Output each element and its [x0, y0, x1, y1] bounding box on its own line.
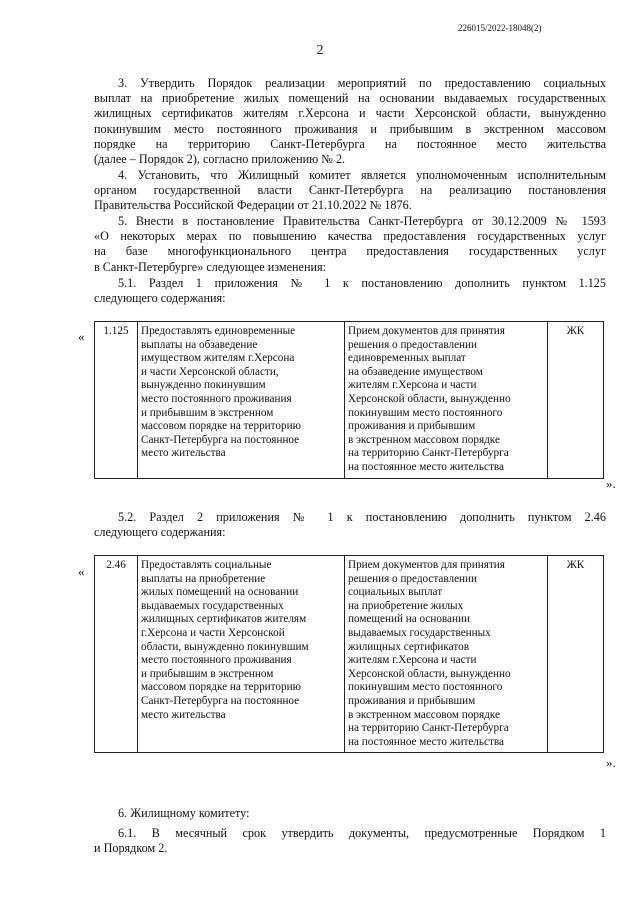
cell-line: решения о предоставлении [348, 572, 478, 585]
cell-line: Прием документов для принятия [348, 325, 505, 337]
cell-line: в экстренном массовом порядке [348, 708, 500, 721]
cell-line: и части Херсонской области, [141, 365, 279, 378]
text-line: 4. Установить, что Жилищный комитет является уполномоченным исполнительным [118, 168, 606, 182]
cell-line: на территорию Санкт-Петербурга [348, 722, 509, 735]
cell-line: Херсонской области, вынужденно [348, 392, 511, 405]
page-number: 2 [316, 43, 324, 58]
insert-table-2 [94, 555, 604, 753]
cell-line: место жительства [141, 447, 226, 460]
item-number: 1.125 [95, 322, 138, 479]
table-row [95, 322, 604, 479]
cell-line: Предоставлять единовременные [141, 325, 296, 337]
cell-line: Санкт-Петербурга на постоянное [141, 694, 300, 707]
text-line: и Порядком 2. [94, 841, 168, 856]
paragraph-5-1 [94, 276, 606, 306]
cell-line: жителям г.Херсона и части [348, 654, 477, 667]
cell-line: выдаваемых государственных [348, 626, 491, 639]
paragraph-5-2 [94, 510, 606, 540]
text-line: 3. Утвердить Порядок реализации мероприятий по предоставлению социальных [118, 76, 606, 90]
cell-line: и прибывшим в экстренном [141, 406, 274, 419]
table-row [95, 556, 604, 753]
quote-open: « [78, 564, 85, 579]
text-line: 6. Жилищному комитету: [118, 806, 250, 820]
text-line: 5.1. Раздел 1 приложения № 1 к постановлению дополнить пунктом 1.125 [118, 276, 606, 290]
cell-line: имуществом жителям г.Херсона [141, 352, 295, 365]
insert-table-1 [94, 321, 604, 479]
cell-line: Предоставлять социальные [141, 559, 272, 571]
cell-line: решения о предоставлении [348, 338, 478, 351]
cell-line: Херсонской области, вынужденно [348, 667, 511, 680]
cell-line: на постоянное место жительства [348, 735, 504, 748]
service-description [138, 322, 345, 479]
cell-line: на территорию Санкт-Петербурга [348, 447, 509, 460]
cell-line: место постоянного проживания [141, 654, 292, 667]
cell-line: выдаваемых государственных [141, 599, 284, 612]
quote-close: ». [606, 755, 616, 770]
quote-close: ». [606, 476, 616, 491]
cell-line: Прием документов для принятия [348, 559, 505, 571]
text-line: 5.2. Раздел 2 приложения № 1 к постановлению дополнить пунктом 2.46 [118, 510, 606, 524]
text-line: 6.1. В месячный срок утвердить документы, предусмотренные Порядком 1 [118, 826, 606, 840]
cell-line: массовом порядке на территорию [141, 681, 301, 694]
action-description [345, 556, 548, 753]
text-line: жилищных сертификатов жителям г.Херсона и части Херсонской области, вынужденно [94, 106, 606, 121]
cell-line: проживания и прибывшим [348, 694, 476, 707]
cell-line: жилых помещений на основании [141, 586, 299, 599]
text-line: (далее – Порядок 2), согласно приложению № 2. [94, 152, 346, 167]
paragraph-6 [94, 806, 606, 821]
cell-line: выплаты на приобретение [141, 572, 266, 585]
cell-line: выплаты на обзаведение [141, 338, 258, 351]
cell-line: и прибывшим в экстренном [141, 667, 274, 680]
text-line: выплат на приобретение жилых помещений на основании выдаваемых государственных [94, 91, 606, 106]
action-description [345, 322, 548, 479]
cell-line: области, вынужденно покинувшим [141, 640, 309, 653]
cell-line: жилищных сертификатов [348, 640, 469, 653]
cell-line: на приобретение жилых [348, 599, 464, 612]
text-line: органом государственной власти Санкт-Петербурга на реализацию постановления [94, 183, 606, 198]
text-line: на базе многофункционального центра предоставления государственных услуг [94, 244, 606, 259]
paragraph-4 [94, 168, 606, 214]
paragraph-6-1 [94, 826, 606, 856]
responsible-body: ЖК [548, 556, 604, 753]
cell-line: покинувшим место постоянного [348, 406, 503, 419]
cell-line: место жительства [141, 708, 226, 721]
cell-line: проживания и прибывшим [348, 420, 476, 433]
cell-line: единовременных выплат [348, 352, 466, 365]
text-line: в Санкт-Петербурге» следующее изменения: [94, 259, 327, 274]
cell-line: место постоянного проживания [141, 392, 292, 405]
cell-line: помещений на основании [348, 613, 470, 626]
text-line: порядке на территорию Санкт-Петербурга на постоянное место жительства [94, 136, 606, 151]
cell-line: покинувшим место постоянного [348, 681, 503, 694]
cell-line: на постоянное место жительства [348, 460, 504, 473]
text-line: «О некоторых мерах по повышению качества предоставления государственных услуг [94, 229, 606, 244]
cell-line: на обзаведение имуществом [348, 365, 483, 378]
quote-open: « [78, 329, 85, 344]
cell-line: вынужденно покинувшим [141, 379, 266, 392]
cell-line: Санкт-Петербурга на постоянное [141, 433, 300, 446]
responsible-body: ЖК [548, 322, 604, 479]
cell-line: жителям г.Херсона и части [348, 379, 477, 392]
text-line: 5. Внести в постановление Правительства Санкт-Петербурга от 30.12.2009 № 1593 [118, 214, 606, 228]
cell-line: социальных выплат [348, 586, 443, 599]
cell-line: в экстренном массовом порядке [348, 433, 500, 446]
text-line: покинувшим место постоянного проживания и прибывшим в экстренном массовом [94, 121, 606, 136]
cell-line: г.Херсона и части Херсонской [141, 626, 285, 639]
text-line: Правительства Российской Федерации от 21.10.2022 № 1876. [94, 198, 412, 213]
service-description [138, 556, 345, 753]
document-id: 226015/2022-18048(2) [458, 23, 542, 33]
text-line: следующего содержания: [94, 525, 226, 540]
text-line: следующего содержания: [94, 291, 226, 306]
cell-line: массовом порядке на территорию [141, 420, 301, 433]
cell-line: жилищных сертификатов жителям [141, 613, 307, 626]
item-number: 2.46 [95, 556, 138, 753]
paragraph-3 [94, 76, 606, 167]
paragraph-5 [94, 214, 606, 275]
